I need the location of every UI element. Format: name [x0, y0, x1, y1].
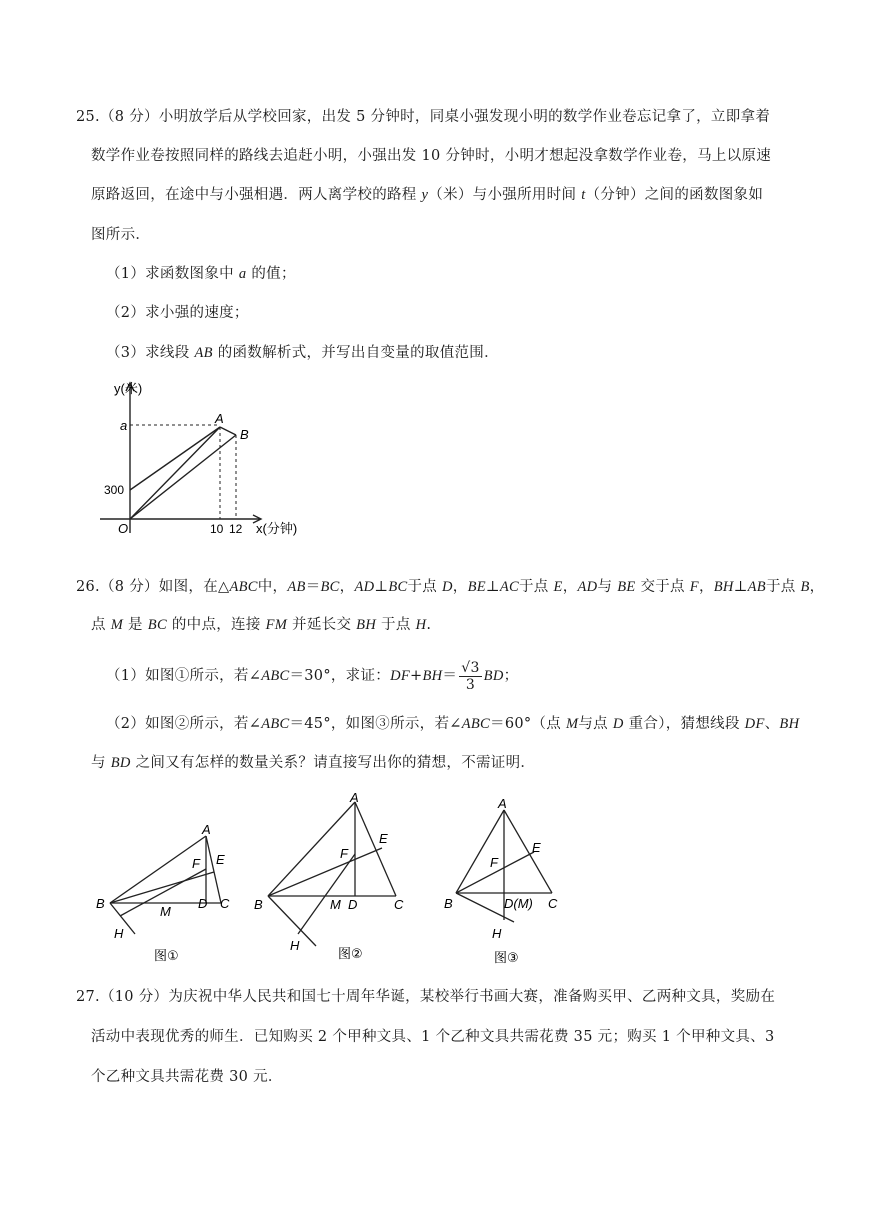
- fig2-label-E: E: [379, 831, 388, 846]
- q25-line2: 数学作业卷按照同样的路线去追赶小明，小强出发 10 分钟时，小明才想起没拿数学作业卷，马上以原速: [91, 148, 772, 164]
- q25-sub1: （1）求函数图象中 a 的值；: [106, 266, 296, 282]
- q25-label-300: 300: [104, 483, 125, 497]
- q26-line1: 26.（8 分）如图，在△ABC中，AB＝BC，AD⊥BC于点 D，BE⊥AC于点 E，AD与 BE 交于点 F，BH⊥AB于点 B，: [76, 579, 825, 595]
- q26-sub2-line2: 与 BD 之间又有怎样的数量关系？请直接写出你的猜想，不需证明．: [91, 755, 536, 771]
- fig1-label-H: H: [114, 926, 124, 941]
- fig1-caption: 图①: [154, 949, 179, 964]
- fig2-label-A: A: [350, 790, 359, 805]
- fig1-label-E: E: [216, 852, 225, 867]
- fig3-label-B: B: [444, 896, 453, 911]
- q27-line1: 27.（10 分）为庆祝中华人民共和国七十周年华诞，某校举行书画大赛，准备购买甲、乙两种文具，奖励在: [76, 989, 776, 1005]
- q25-label-B: B: [240, 427, 249, 442]
- q26-figure-3: [440, 790, 580, 970]
- q25-label-a: a: [120, 418, 128, 433]
- fig2-caption: 图②: [338, 947, 363, 962]
- q25-sub3: （3）求线段 AB 的函数解析式，并写出自变量的取值范围．: [106, 345, 499, 361]
- q25-label-10: 10: [210, 522, 224, 536]
- fig3-label-H: H: [492, 926, 502, 941]
- fig1-label-M: M: [160, 904, 171, 919]
- fig2-label-B: B: [254, 897, 263, 912]
- sqrt3-over-3-fraction: $\frac{√3}{3}$: [461, 659, 480, 693]
- q26-sub1: （1）如图①所示，若∠ABC＝30°，求证：DF+BH＝ $\frac{√3}{3}$ BD；: [106, 659, 519, 693]
- fig1-label-B: B: [96, 896, 105, 911]
- q25-label-12: 12: [229, 522, 243, 536]
- q25-label-O: O: [118, 521, 129, 536]
- fig2-label-H: H: [290, 938, 300, 953]
- q25-line1: 25.（8 分）小明放学后从学校回家，出发 5 分钟时，同桌小强发现小明的数学作业卷忘记拿了，立即拿着: [76, 109, 771, 125]
- fig3-label-F: F: [490, 855, 498, 870]
- q26-line2: 点 M 是 BC 的中点，连接 FM 并延长交 BH 于点 H.: [91, 617, 432, 633]
- q25-graph: [90, 375, 340, 545]
- fig2-label-M: M: [330, 897, 341, 912]
- q25-sub2: （2）求小强的速度；: [106, 305, 249, 321]
- fig1-label-A: A: [202, 822, 211, 837]
- q25-y-axis-label: y(米): [114, 381, 143, 396]
- fig2-label-D: D: [348, 897, 358, 912]
- q25-x-axis-label: x(分钟): [256, 521, 298, 536]
- q26-figure-2: [248, 788, 418, 973]
- q26-sub2-line1: （2）如图②所示，若∠ABC＝45°，如图③所示，若∠ABC＝60°（点 M与点 D 重合），猜想线段 DF、BH: [106, 716, 800, 732]
- q25-label-A: A: [215, 411, 224, 426]
- q26-figure-1: [90, 820, 250, 970]
- fig3-label-D-M: D(M): [504, 896, 533, 911]
- fig3-label-E: E: [532, 840, 541, 855]
- fig1-label-C: C: [220, 896, 230, 911]
- fig1-label-D: D: [198, 896, 208, 911]
- fig3-label-A: A: [498, 796, 507, 811]
- q25-line4: 图所示．: [91, 227, 151, 243]
- q25-line3: 原路返回，在途中与小强相遇．两人离学校的路程 y（米）与小强所用时间 t（分钟）之间的函数图象如: [91, 187, 764, 203]
- q27-line3: 个乙种文具共需花费 30 元．: [91, 1069, 283, 1085]
- fig3-caption: 图③: [494, 951, 519, 966]
- fig1-label-F: F: [192, 856, 200, 871]
- q27-line2: 活动中表现优秀的师生．已知购买 2 个甲种文具、1 个乙种文具共需花费 35 元；购买 1 个甲种文具、3: [91, 1029, 775, 1045]
- fig2-label-C: C: [394, 897, 404, 912]
- fig3-label-C: C: [548, 896, 558, 911]
- fig2-label-F: F: [340, 846, 348, 861]
